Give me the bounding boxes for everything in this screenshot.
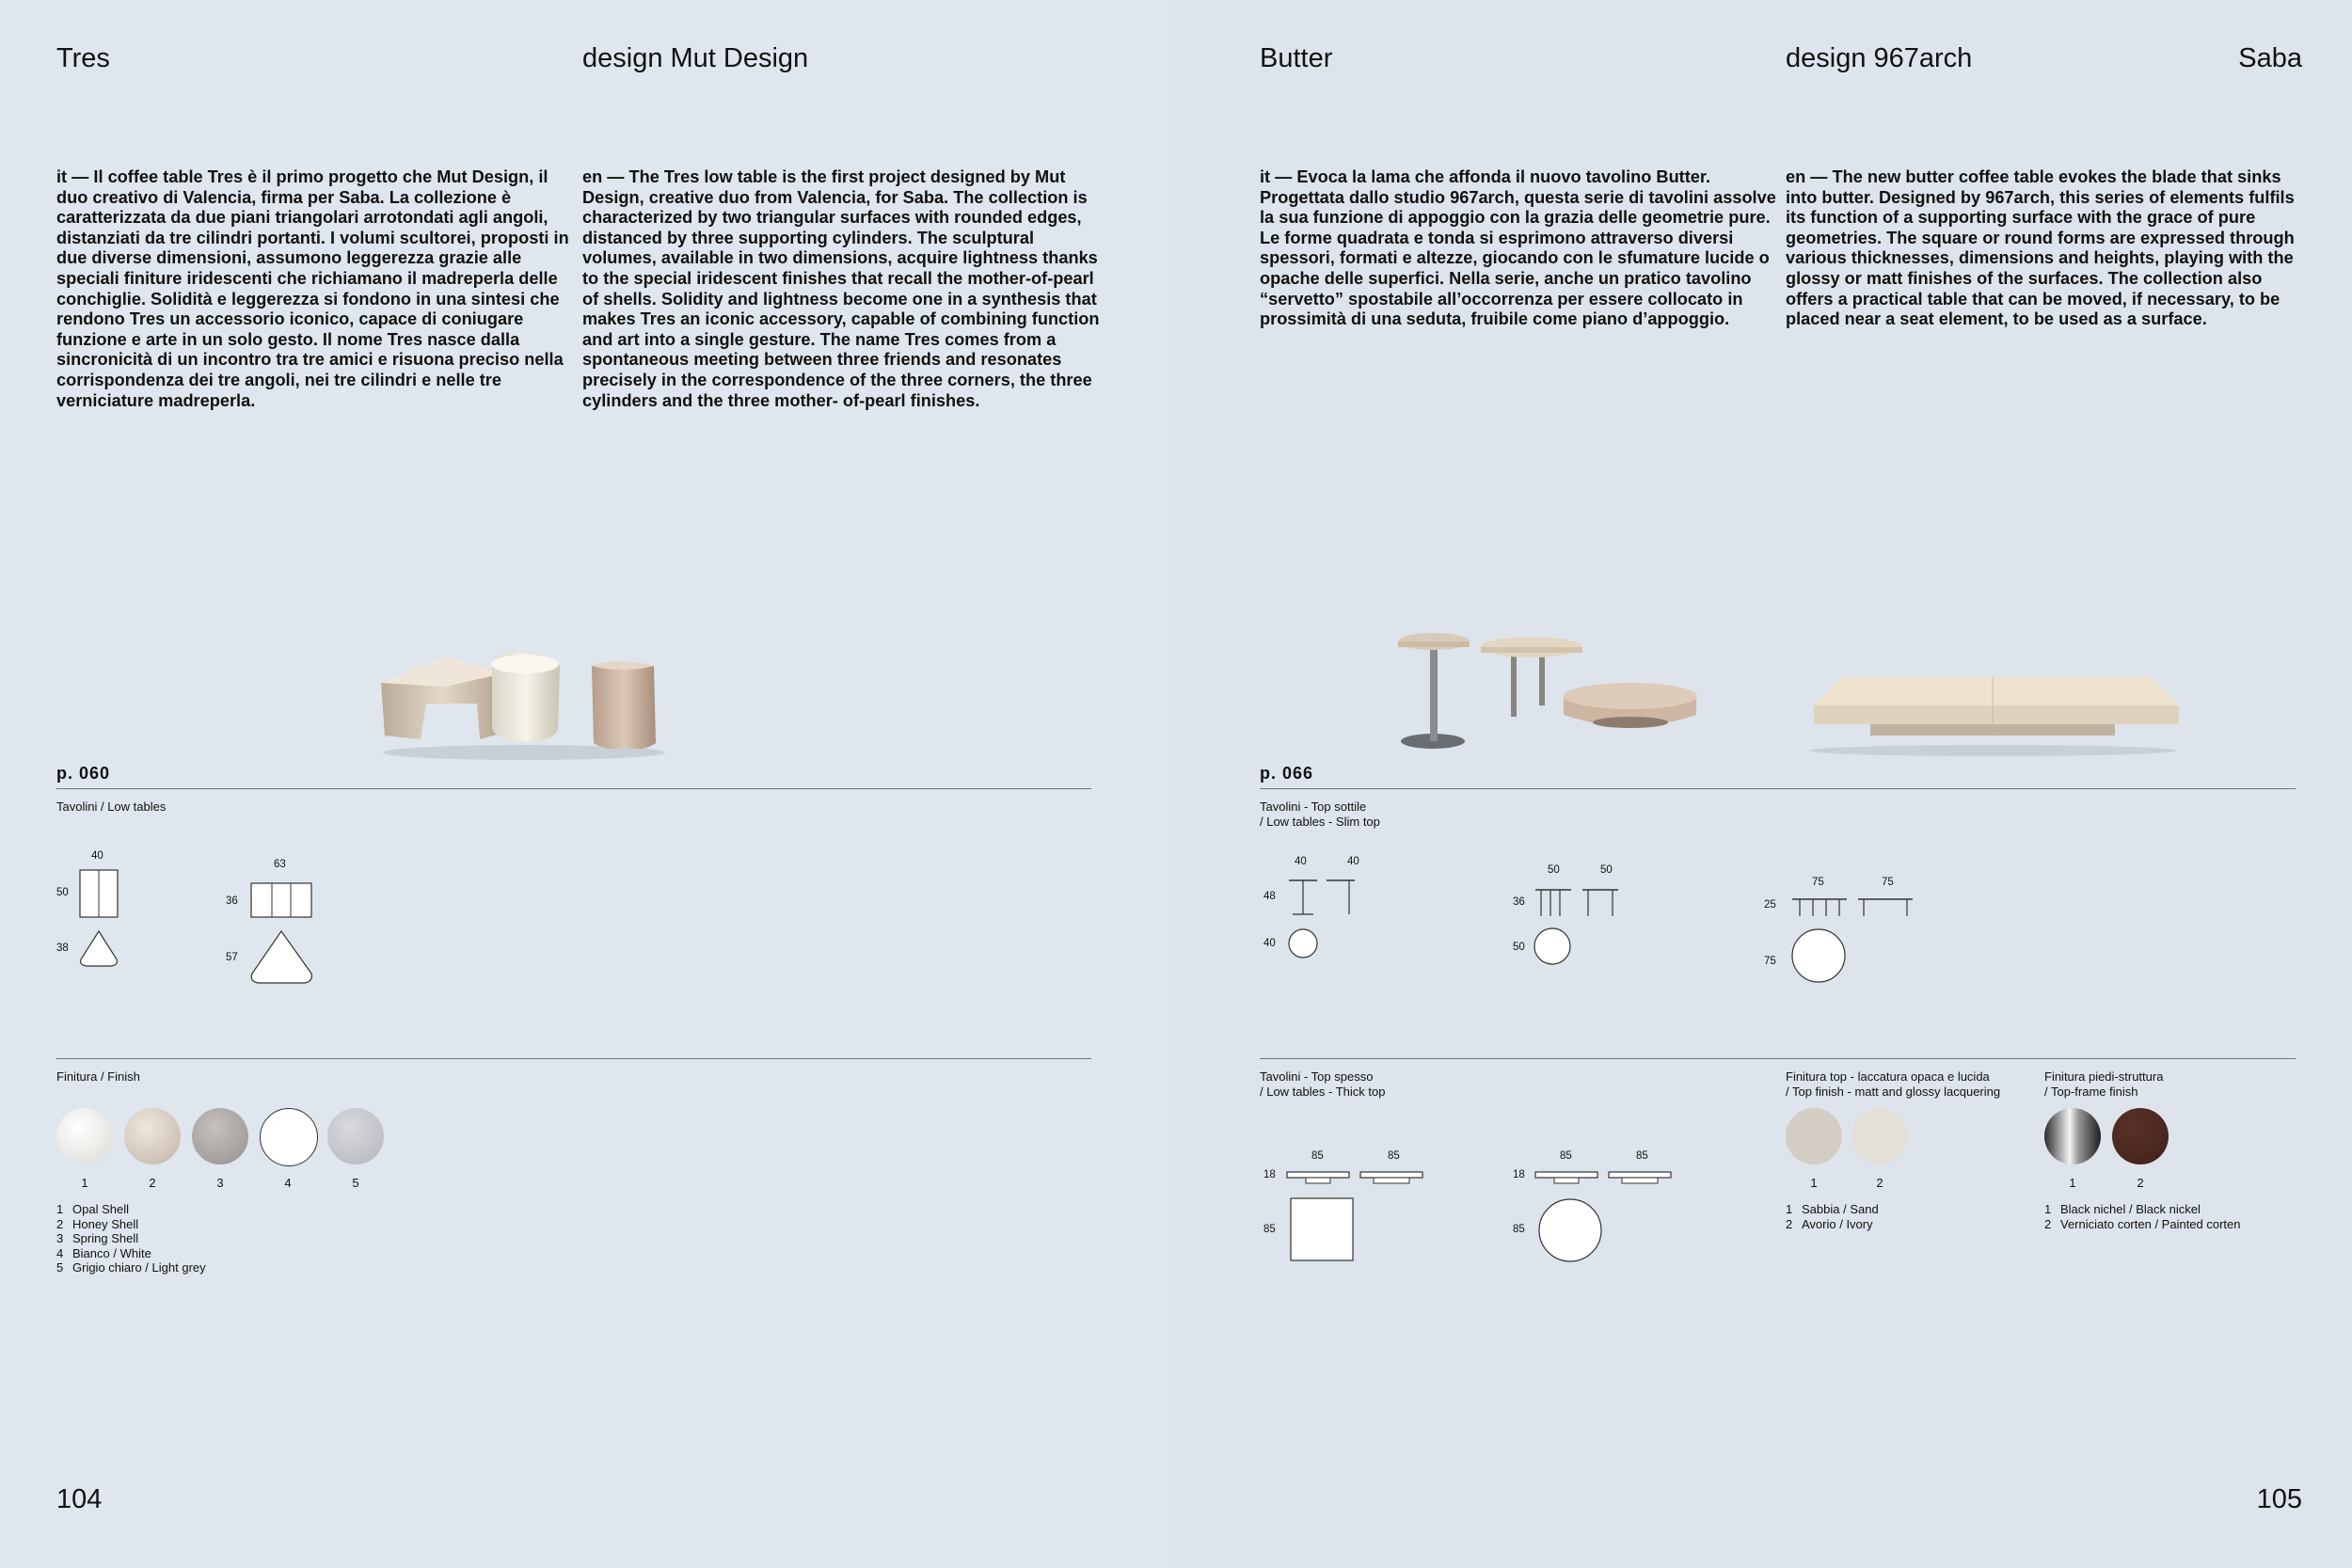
top-finish-label: Finitura top - laccatura opaca e lucida / Top finish - matt and glossy lacquering bbox=[1786, 1069, 2001, 1099]
finish-legend-item: 3 Spring Shell bbox=[56, 1231, 139, 1246]
finish-swatch-number: 2 bbox=[149, 1176, 156, 1190]
slim-top-label: Tavolini - Top sottile / Low tables - Slim top bbox=[1260, 800, 1380, 829]
slim-c-drawing bbox=[1790, 894, 1922, 988]
thick-top-label: Tavolini - Top spesso / Low tables - Thick top bbox=[1260, 1069, 1386, 1099]
finish-legend-item: 2 Honey Shell bbox=[56, 1216, 139, 1231]
right-page bbox=[1174, 0, 2352, 1568]
finish-legend bbox=[56, 1202, 206, 1275]
product-title: Butter bbox=[1260, 43, 1333, 73]
finish-swatch-number: 2 bbox=[1876, 1176, 1883, 1190]
page-reference: p. 060 bbox=[56, 764, 111, 783]
dim-slim-a-width-2: 40 bbox=[1347, 856, 1359, 867]
dim-slim-a-depth: 40 bbox=[1263, 938, 1276, 949]
finish-swatch bbox=[2044, 1108, 2101, 1164]
tres-tables-image bbox=[372, 628, 677, 765]
thick-b-drawing bbox=[1534, 1166, 1675, 1265]
butter-square-table-image bbox=[1804, 658, 2185, 762]
dim-small-height: 50 bbox=[56, 887, 69, 898]
top-finish-legend bbox=[1786, 1202, 1879, 1231]
finish-swatch bbox=[56, 1108, 113, 1164]
page-reference: p. 066 bbox=[1260, 764, 1314, 783]
divider bbox=[1260, 1058, 2296, 1059]
designer-credit: design 967arch bbox=[1786, 43, 1973, 73]
dim-thick-a-width-2: 85 bbox=[1388, 1150, 1400, 1162]
dim-thick-b-depth: 85 bbox=[1513, 1224, 1525, 1235]
dim-large-depth: 57 bbox=[226, 952, 238, 963]
finish-swatch-number: 1 bbox=[2069, 1176, 2076, 1190]
dim-thick-b-height: 18 bbox=[1513, 1169, 1525, 1180]
finish-swatch bbox=[124, 1108, 181, 1164]
finish-legend-item: 1 Black nichel / Black nickel bbox=[2044, 1202, 2201, 1216]
finish-legend-item: 1 Opal Shell bbox=[56, 1202, 129, 1216]
designer-credit: design Mut Design bbox=[582, 43, 809, 73]
dim-slim-b-height: 36 bbox=[1513, 896, 1525, 908]
finish-swatch-number: 1 bbox=[81, 1176, 88, 1190]
frame-finish-label: Finitura piedi-struttura / Top-frame finish bbox=[2044, 1069, 2164, 1099]
dim-slim-b-depth: 50 bbox=[1513, 942, 1525, 953]
dim-slim-c-width-1: 75 bbox=[1812, 877, 1824, 888]
dim-large-height: 36 bbox=[226, 895, 238, 907]
butter-round-tables-image bbox=[1391, 621, 1757, 762]
dim-small-width: 40 bbox=[91, 850, 103, 862]
italian-description: it — Il coffee table Tres è il primo progetto che Mut Design, il duo creativo di Valencia, firma per Saba. La collezione è caratterizzata da due piani triangolari arrotondati agli angoli, distanziati da tre cilindri portanti. I volumi scultorei, proposti in due diverse dimensioni, assumono leggerezza grazie alle speciali finiture iridescenti che richiamano il madreperla delle conchiglie. Solidità e leggerezza si fondono in una sintesi che rendono Tres un accessorio iconico, capace di coniugare funzione e arte in un solo gesto. Il nome Tres nasce dalla sincronicità di un incontro tra tre amici e risuona preciso nella corrispondenza dei tre angoli, nei tre cilindri e nelle tre verniciature madreperla. bbox=[56, 167, 569, 410]
dim-slim-b-width-1: 50 bbox=[1548, 864, 1560, 876]
left-page bbox=[0, 0, 1174, 1568]
dim-slim-c-height: 25 bbox=[1764, 899, 1776, 911]
finish-swatch-number: 1 bbox=[1810, 1176, 1818, 1190]
page-number: 105 bbox=[2256, 1484, 2302, 1514]
dim-large-width: 63 bbox=[274, 859, 286, 870]
dim-thick-a-height: 18 bbox=[1263, 1169, 1276, 1180]
tres-small-drawing bbox=[77, 865, 124, 969]
tables-label: Tavolini / Low tables bbox=[56, 800, 167, 814]
finish-swatch bbox=[327, 1108, 384, 1164]
dim-thick-b-width-2: 85 bbox=[1636, 1150, 1648, 1162]
finish-swatch-number: 2 bbox=[2137, 1176, 2144, 1190]
dim-small-depth: 38 bbox=[56, 942, 69, 954]
finish-label: Finitura / Finish bbox=[56, 1069, 140, 1084]
frame-finish-legend bbox=[2044, 1202, 2241, 1231]
finish-swatch-number: 3 bbox=[216, 1176, 224, 1190]
finish-legend-item: 2 Verniciato corten / Painted corten bbox=[2044, 1216, 2241, 1231]
dim-slim-b-width-2: 50 bbox=[1600, 864, 1613, 876]
finish-swatch bbox=[192, 1108, 248, 1164]
tres-large-drawing bbox=[249, 879, 320, 988]
finish-swatch bbox=[260, 1108, 318, 1166]
divider bbox=[56, 1058, 1091, 1059]
page-number: 104 bbox=[56, 1484, 103, 1514]
slim-b-drawing bbox=[1534, 882, 1637, 972]
finish-legend-item: 5 Grigio chiaro / Light grey bbox=[56, 1260, 206, 1275]
product-title: Tres bbox=[56, 43, 110, 73]
english-description: en — The Tres low table is the first project designed by Mut Design, creative duo from Valencia, for Saba. The collection is characterized by two triangular surfaces with rounded edges, distanced by three supporting cylinders. The sculptural volumes, available in two dimensions, acquire lightness thanks to the special iridescent finishes that recall the mother-of-pearl of shells. Solidity and lightness become one in a synthesis that makes Tres an iconic accessory, capable of combining function and art into a single gesture. The name Tres comes from a spontaneous meeting between three friends and resonates precisely in the correspondence of the three corners, the three cylinders and the three mother- of-pearl finishes. bbox=[582, 167, 1100, 410]
dim-slim-a-width-1: 40 bbox=[1295, 856, 1307, 867]
finish-swatch-number: 5 bbox=[352, 1176, 359, 1190]
divider bbox=[56, 788, 1091, 789]
dim-thick-a-depth: 85 bbox=[1263, 1224, 1276, 1235]
english-description: en — The new butter coffee table evokes the blade that sinks into butter. Designed by 967arch, this series of elements fulfils its function of a supporting surface with the grace of pure geometries. The square or round forms are expressed through various thicknesses, dimensions and heights, playing with the glossy or matt finishes of the surfaces. The collection also offers a practical table that can be moved, if necessary, to be placed near a seat element, to be used as a surface. bbox=[1786, 167, 2295, 329]
brand-name: Saba bbox=[2238, 43, 2302, 73]
finish-legend-item: 4 Bianco / White bbox=[56, 1245, 151, 1260]
finish-swatch bbox=[2112, 1108, 2169, 1164]
dim-slim-a-height: 48 bbox=[1263, 891, 1276, 902]
italian-description: it — Evoca la lama che affonda il nuovo tavolino Butter. Progettata dallo studio 967arch, questa serie di tavolini assolve la sua funzione di appoggio con la grazia delle geometrie pure. Le forme quadrata e tonda si esprimono attraverso diversi spessori, formati e altezze, giocando con le sfumature lucide o opache delle superfici. Nella serie, anche un pratico tavolino “servetto” spostabile all’occorrenza per essere collocato in prossimità di una seduta, fruibile come piano d’appoggio. bbox=[1260, 167, 1776, 329]
dim-thick-a-width-1: 85 bbox=[1311, 1150, 1324, 1162]
dim-slim-c-depth: 75 bbox=[1764, 956, 1776, 967]
slim-a-drawing bbox=[1285, 873, 1360, 962]
dim-thick-b-width-1: 85 bbox=[1560, 1150, 1572, 1162]
finish-legend-item: 2 Avorio / Ivory bbox=[1786, 1216, 1873, 1231]
divider bbox=[1260, 788, 2296, 789]
finish-legend-item: 1 Sabbia / Sand bbox=[1786, 1202, 1879, 1216]
thick-a-drawing bbox=[1285, 1166, 1426, 1265]
dim-slim-c-width-2: 75 bbox=[1882, 877, 1894, 888]
finish-swatch-number: 4 bbox=[284, 1176, 292, 1190]
finish-swatch bbox=[1851, 1108, 1908, 1164]
finish-swatch bbox=[1786, 1108, 1842, 1164]
